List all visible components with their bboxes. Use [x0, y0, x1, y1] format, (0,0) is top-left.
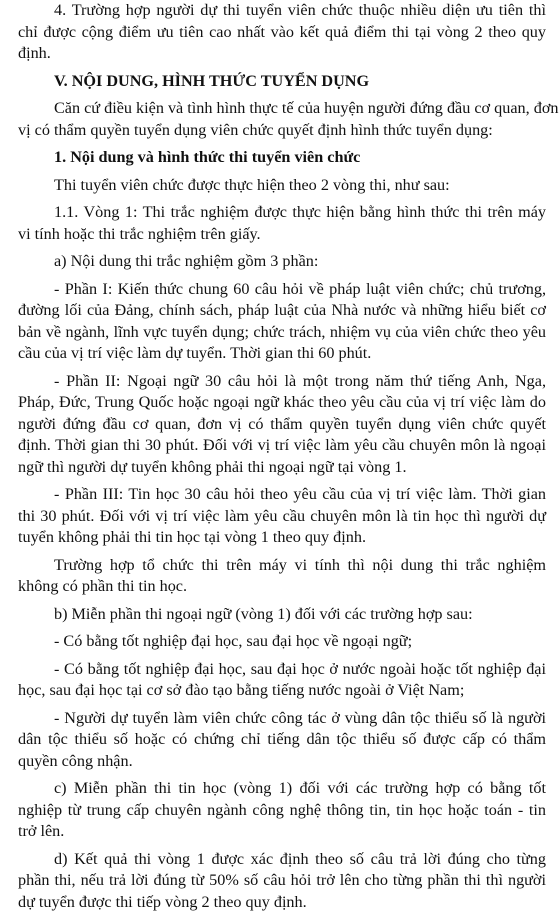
paragraph [18, 604, 546, 626]
text-line: Pháp, Đức, Trung Quốc hoặc ngoại ngữ khác theo yêu cầu của vị trí việc làm do [18, 392, 546, 414]
text-line: a) Nội dung thi trắc nghiệm gồm 3 phần: [18, 251, 546, 273]
paragraph [18, 631, 546, 653]
section-heading [18, 71, 546, 93]
text-line: dân tộc thiểu số hoặc có chứng chỉ tiếng dân tộc thiểu số được cấp có thẩm [18, 729, 546, 751]
text-line: người đứng đầu cơ quan, đơn vị có thẩm quyền tuyển dụng viên chức quyết [18, 414, 546, 436]
text-line: vi tính hoặc thi trắc nghiệm trên giấy. [18, 224, 546, 246]
paragraph [18, 98, 546, 141]
paragraph [18, 778, 546, 843]
paragraph [18, 484, 546, 549]
section-heading [18, 147, 546, 169]
text-line: V. NỘI DUNG, HÌNH THỨC TUYỂN DỤNG [18, 71, 546, 93]
text-line: quyền công nhận. [18, 751, 546, 773]
text-line: bản về ngành, lĩnh vực tuyển dụng; chức trách, nhiệm vụ của viên chức theo yêu [18, 322, 546, 344]
text-line: - Có bằng tốt nghiệp đại học, sau đại học ở nước ngoài hoặc tốt nghiệp đại [18, 659, 546, 681]
text-line: ngữ thì người dự tuyển không phải thi ngoại ngữ tại vòng 1. [18, 457, 546, 479]
text-line: Trường hợp tổ chức thi trên máy vi tính thì nội dung thi trắc nghiệm [18, 555, 546, 577]
text-line: thi 30 phút. Đối với vị trí việc làm yêu cầu chuyên môn là tin học thì người dự [18, 506, 546, 528]
text-line: - Phần I: Kiến thức chung 60 câu hỏi về pháp luật viên chức; chủ trương, [18, 279, 546, 301]
text-line: - Có bằng tốt nghiệp đại học, sau đại học về ngoại ngữ; [18, 631, 546, 653]
paragraph [18, 202, 546, 245]
text-line: - Phần III: Tin học 30 câu hỏi theo yêu cầu của vị trí việc làm. Thời gian [18, 484, 546, 506]
text-line: c) Miễn phần thi tin học (vòng 1) đối với các trường hợp có bằng tốt [18, 778, 546, 800]
text-line: dự tuyển được thi tiếp vòng 2 theo quy định. [18, 892, 546, 913]
text-line: chỉ được cộng điểm ưu tiên cao nhất vào kết quả điểm thi tại vòng 2 theo quy [18, 22, 546, 44]
text-line: Căn cứ điều kiện và tình hình thực tế của huyện người đứng đầu cơ quan, đơn [18, 98, 546, 120]
paragraph [18, 849, 546, 913]
text-line: vị có thẩm quyền tuyển dụng viên chức quyết định hình thức tuyển dụng: [18, 120, 546, 142]
text-line: Thi tuyển viên chức được thực hiện theo 2 vòng thi, như sau: [18, 175, 546, 197]
text-line: đường lối của Đảng, chính sách, pháp luật của Nhà nước và những hiểu biết cơ [18, 300, 546, 322]
paragraph [18, 175, 546, 197]
text-line: 1. Nội dung và hình thức thi tuyển viên chức [18, 147, 546, 169]
text-line: b) Miễn phần thi ngoại ngữ (vòng 1) đối với các trường hợp sau: [18, 604, 546, 626]
text-line: học, sau đại học tại cơ sở đào tạo bằng tiếng nước ngoài ở Việt Nam; [18, 680, 546, 702]
text-line: cầu của vị trí việc làm dự tuyển. Thời gian thi 60 phút. [18, 343, 546, 365]
paragraph [18, 708, 546, 773]
paragraph [18, 0, 546, 65]
text-line: định. Thời gian thi 30 phút. Đối với vị trí việc làm yêu cầu chuyên môn là ngoại [18, 435, 546, 457]
text-line: trở lên. [18, 821, 546, 843]
text-line: không có phần thi tin học. [18, 576, 546, 598]
paragraph [18, 659, 546, 702]
text-line: - Phần II: Ngoại ngữ 30 câu hỏi là một trong năm thứ tiếng Anh, Nga, [18, 371, 546, 393]
text-line: - Người dự tuyển làm viên chức công tác ở vùng dân tộc thiểu số là người [18, 708, 546, 730]
paragraph [18, 555, 546, 598]
paragraph [18, 279, 546, 365]
text-line: 1.1. Vòng 1: Thi trắc nghiệm được thực hiện bằng hình thức thi trên máy [18, 202, 546, 224]
text-line: định. [18, 43, 546, 65]
text-line: tuyển không phải thi tin học tại vòng 1 theo quy định. [18, 527, 546, 549]
text-line: d) Kết quả thi vòng 1 được xác định theo số câu trả lời đúng cho từng [18, 849, 546, 871]
paragraph [18, 371, 546, 479]
text-line: 4. Trường hợp người dự thi tuyển viên chức thuộc nhiều diện ưu tiên thì [18, 0, 546, 22]
text-line: nghiệp từ trung cấp chuyên ngành công nghệ thông tin, tin học hoặc toán - tin [18, 800, 546, 822]
text-line: phần thi, nếu trả lời đúng từ 50% số câu hỏi trở lên cho từng phần thi thì người [18, 870, 546, 892]
paragraph [18, 251, 546, 273]
